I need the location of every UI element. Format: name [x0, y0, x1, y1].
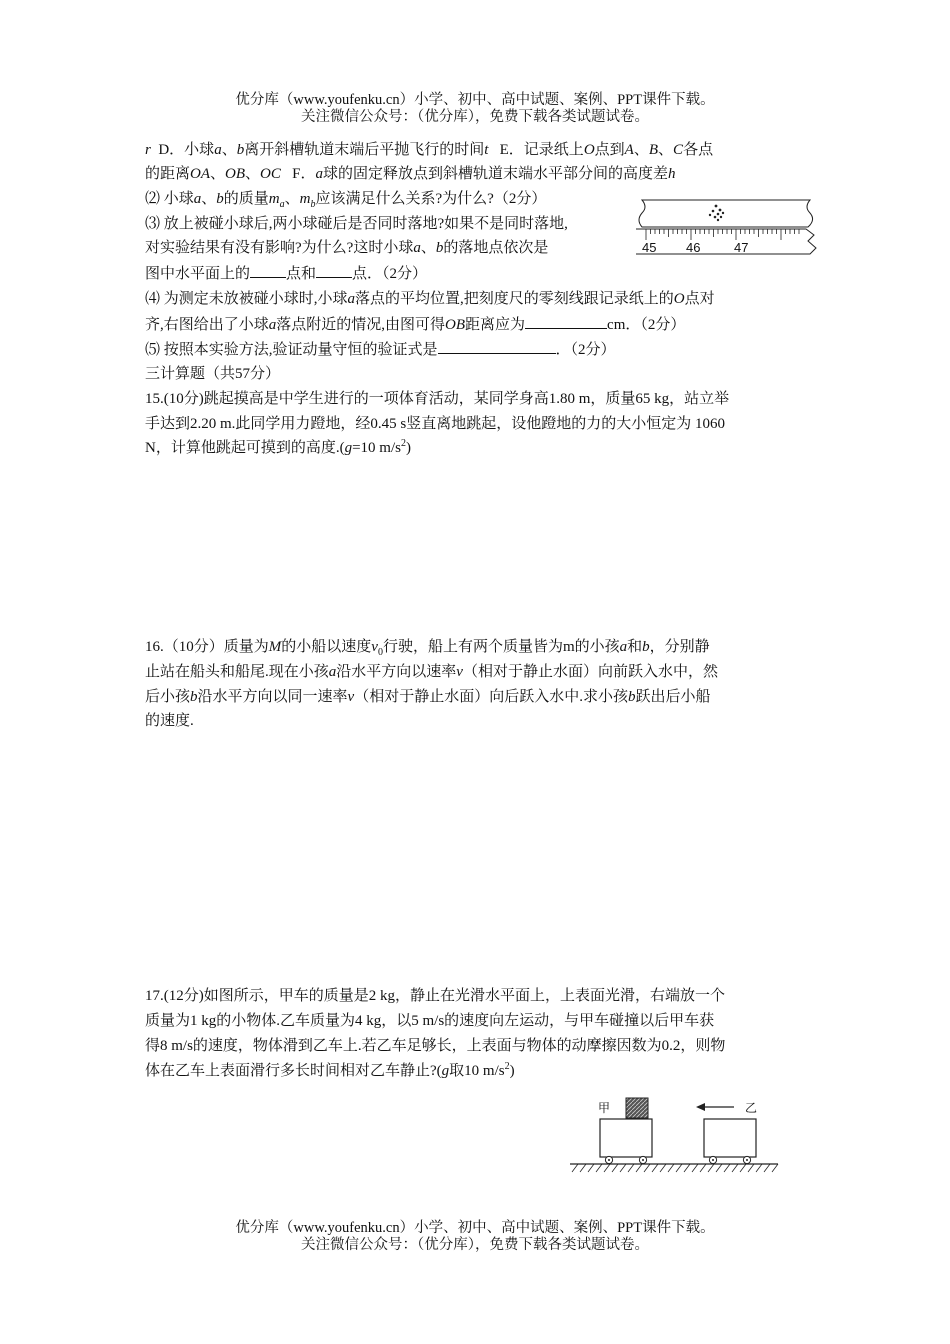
q14-sub3-a: ⑶ 放上被碰小球后,两小球碰后是否同时落地?如果不是同时落地,: [145, 216, 568, 232]
q14-sub5: ⑸ 按照本实验方法,验证动量守恒的验证式是 ．（2分）: [145, 339, 616, 360]
small-object: [626, 1098, 648, 1118]
ruler-body: [636, 229, 816, 254]
ruler-ticks: [646, 229, 799, 240]
q17-line-2: 质量为1 kg的小物体.乙车质量为4 kg，以5 m/s的速度向左运动，与甲车碰撞以后甲车获: [145, 1013, 715, 1029]
label-jia: 甲: [598, 1101, 611, 1115]
section-title: 三计算题（共57分）: [145, 366, 281, 382]
q16-line-3: 后小孩b沿水平方向以同一速率v（相对于静止水面）向后跃入水中.求小孩b跃出后小船: [145, 689, 711, 705]
q15-line-2: 手达到2.20 m.此同学用力蹬地，经0.45 s竖直离地跳起，设他蹬地的力的大小恒定为 1060: [145, 416, 726, 432]
answer-blank[interactable]: [250, 263, 286, 278]
answer-blank[interactable]: [438, 339, 556, 354]
q15-line-3: N，计算他跳起可摸到的高度.(g=10 $m/s^2$): [145, 438, 411, 456]
q14-sub3-b: 对实验结果有没有影响?为什么?这时小球a、b的落地点依次是: [145, 240, 549, 256]
q17-line-3: 得8 m/s的速度，物体滑到乙车上.若乙车足够长，上表面与物体的动摩擦因数为0.2，则物: [145, 1038, 726, 1054]
q17-line-4: 体在乙车上表面滑行多长时间相对乙车静止?(g取10 $m/s^2$): [145, 1061, 515, 1079]
q14-sub4-b: 齐,右图给出了小球a落点附近的情况,由图可得OB距离应为 cm．（2分）: [145, 314, 685, 335]
q17-line-1: 17.(12分)如图所示，甲车的质量是2 kg，静止在光滑水平面上，上表面光滑，右端放一个: [145, 988, 725, 1004]
q16-line-1: 16.（10分）质量为M的小船以速度$v_0$行驶，船上有两个质量皆为m的小孩a和b，分别静: [145, 639, 710, 658]
answer-blank[interactable]: [316, 263, 352, 278]
header-line-2: 关注微信公众号：（优分库），免费下载各类试题试卷。: [301, 109, 649, 125]
answer-blank[interactable]: [525, 314, 607, 329]
footer-line-2: 关注微信公众号：（优分库），免费下载各类试题试卷。: [301, 1237, 649, 1253]
q14-line-2: 的距离OA、OB、OC F．a球的固定释放点到斜槽轨道末端水平部分间的高度差h: [145, 166, 676, 182]
cart-yi: [704, 1119, 756, 1157]
footer-line-1: 优分库（www.youfenku.cn）小学、初中、高中试题、案例、PPT课件下载。: [235, 1220, 715, 1236]
carts-figure: [568, 1094, 783, 1178]
cart-jia: [600, 1119, 652, 1157]
q16-line-4: 的速度.: [145, 713, 194, 729]
q14-sub3-c: 图中水平面上的 点和 点．（2分）: [145, 263, 427, 284]
ruler-label-47: 47: [734, 240, 749, 255]
header-line-1: 优分库（www.youfenku.cn）小学、初中、高中试题、案例、PPT课件下载。: [235, 92, 715, 108]
ruler-label-46: 46: [686, 240, 701, 255]
q16-line-2: 止站在船头和船尾.现在小孩a沿水平方向以速率v（相对于静止水面）向前跃入水中，然: [145, 664, 718, 680]
ground-hatch: [572, 1164, 778, 1172]
q15-line-1: 15.(10分)跳起摸高是中学生进行的一项体育活动，某同学身高1.80 m，质量65 kg，站立举: [145, 391, 730, 407]
record-paper: [639, 200, 813, 227]
ruler-figure: [628, 192, 823, 260]
ruler-label-45: 45: [642, 240, 657, 255]
label-yi: 乙: [745, 1101, 758, 1115]
q14-line-1: r D．小球a、b离开斜槽轨道末端后平抛飞行的时间t E．记录纸上O点到A、B、C各点: [145, 142, 714, 158]
q14-sub4-a: ⑷ 为测定未放被碰小球时,小球a落点的平均位置,把刻度尺的零刻线跟记录纸上的O点对: [145, 291, 715, 307]
q14-sub2: ⑵ 小球a、b的质量$m_a$、$m_b$应该满足什么关系?为什么?（2分）: [145, 191, 547, 210]
